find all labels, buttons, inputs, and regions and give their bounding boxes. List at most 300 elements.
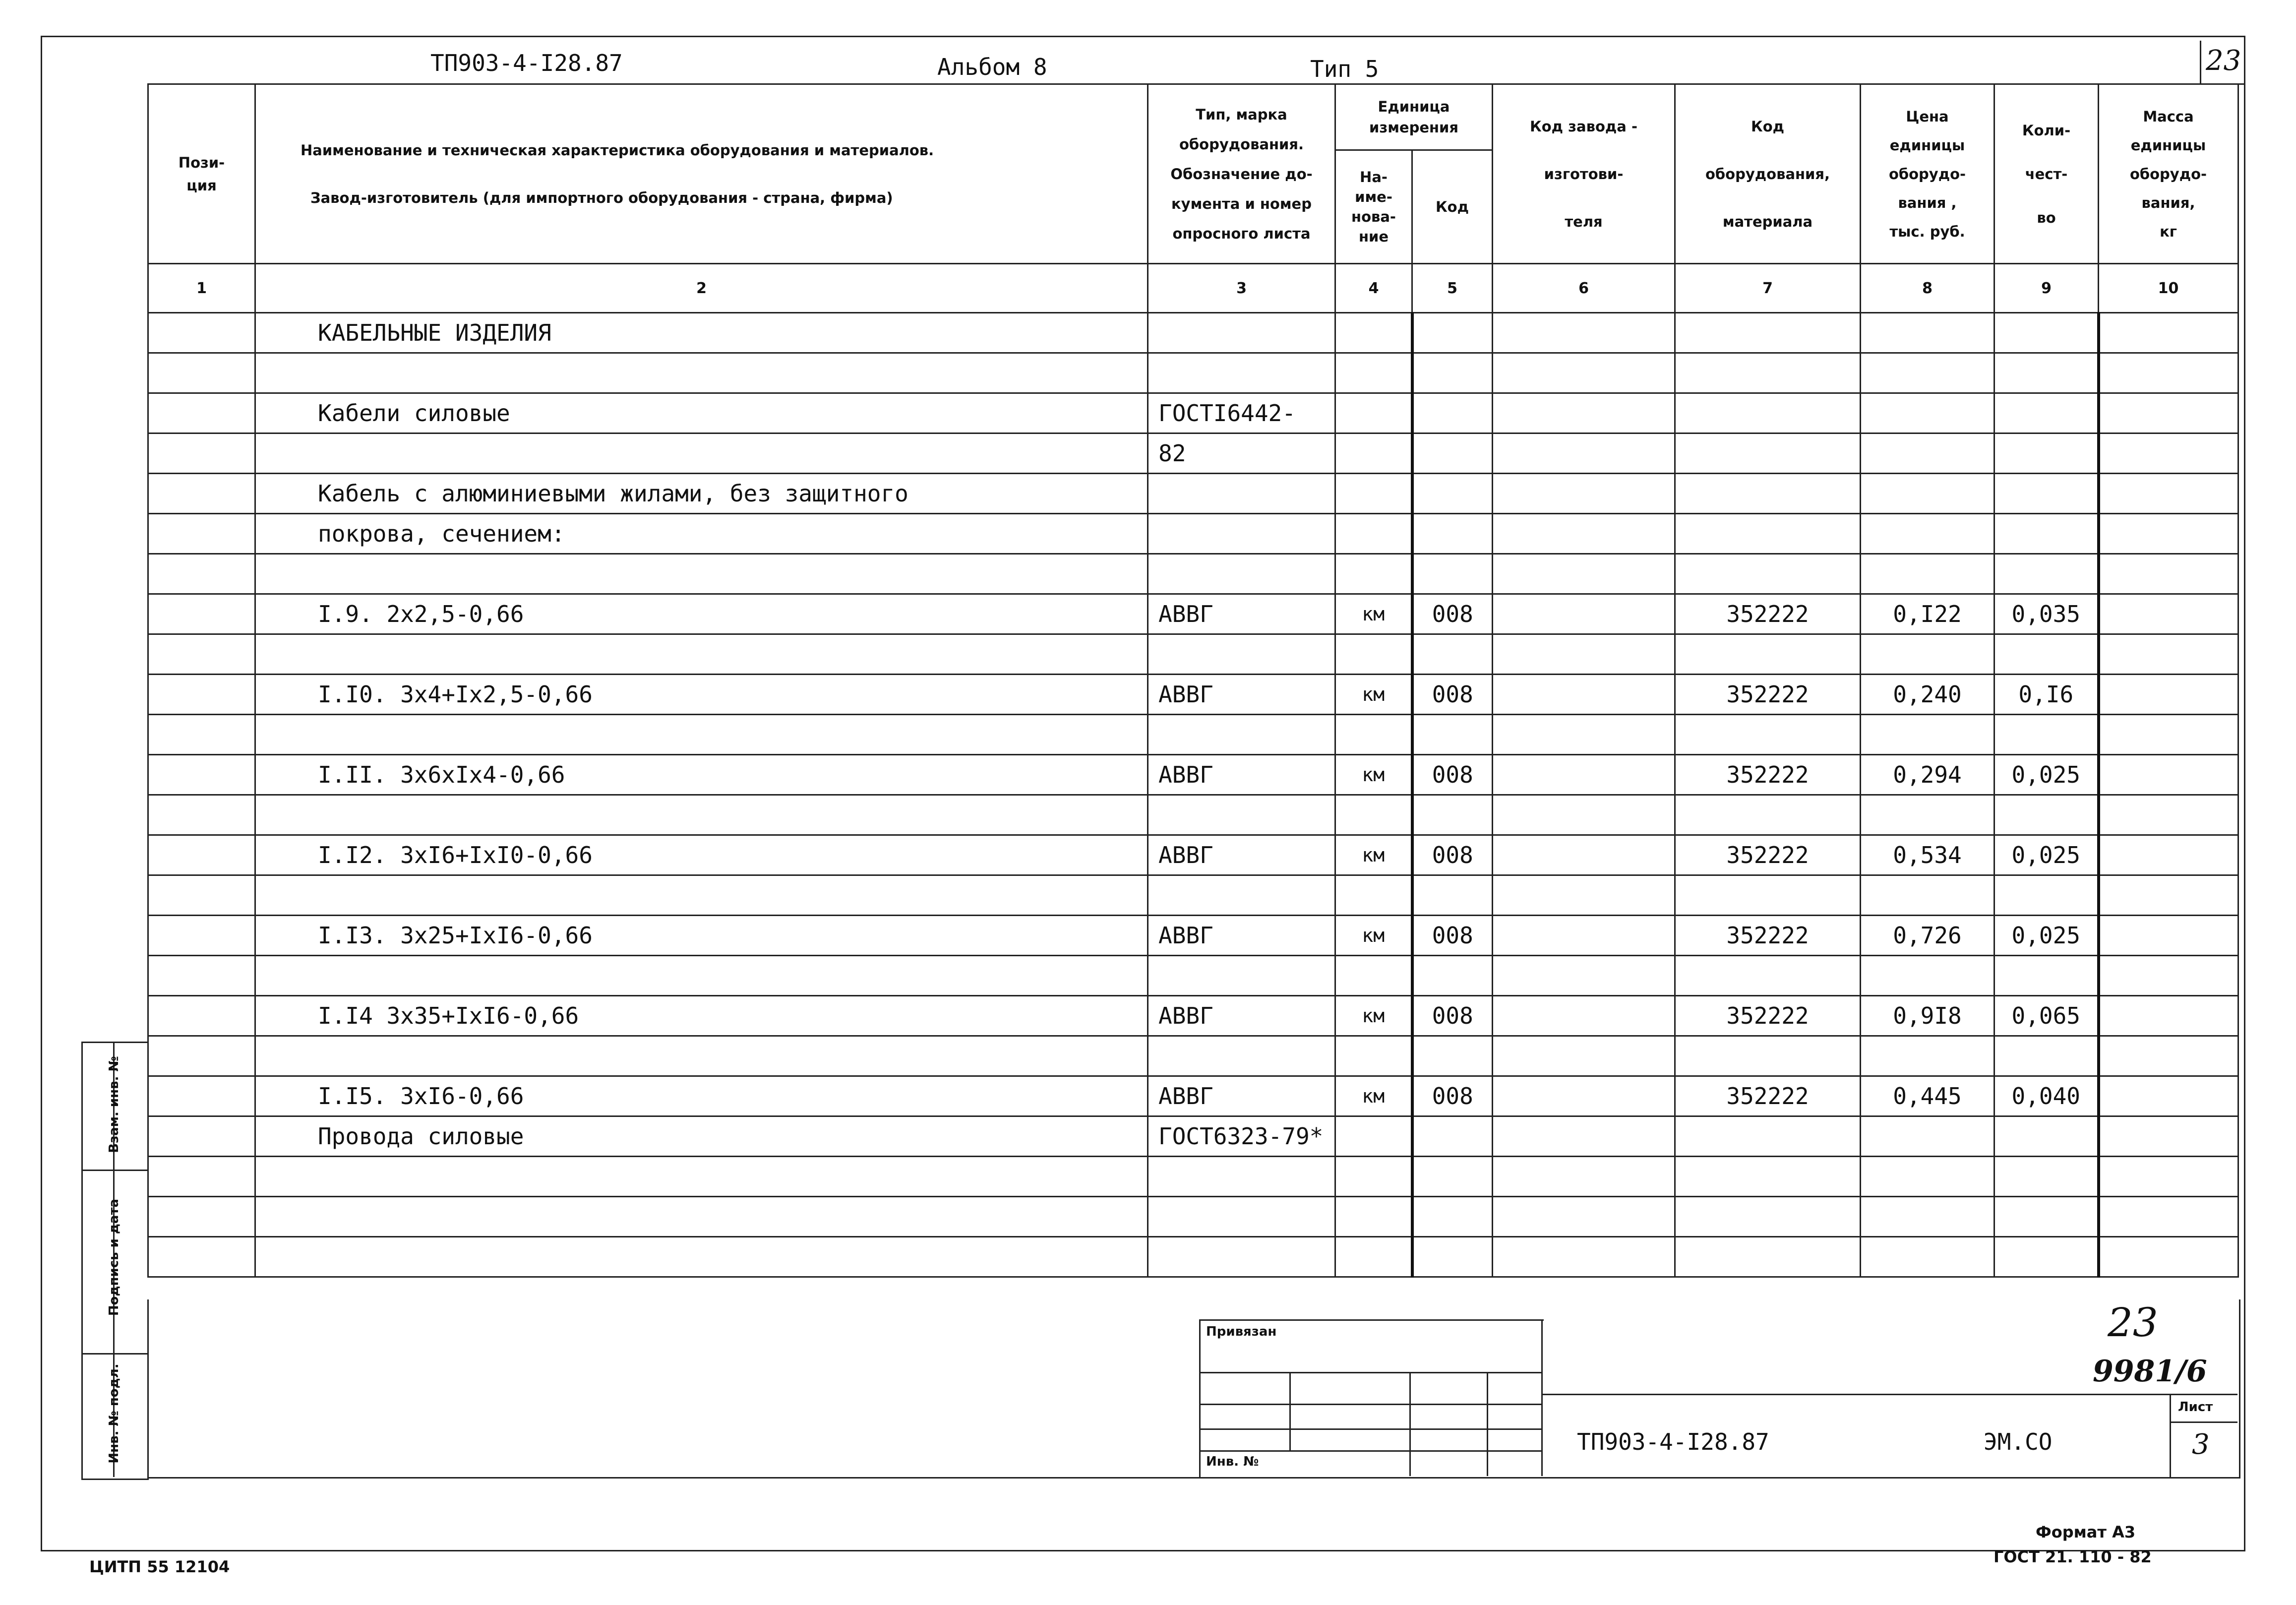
cell-price xyxy=(1861,313,1994,353)
table-row xyxy=(148,675,2238,715)
cell-factory-code xyxy=(1493,755,1675,795)
cell-equipment-code xyxy=(1675,1116,1861,1157)
cell-unit-code: 008 xyxy=(1412,916,1493,956)
cell-unit-code: 008 xyxy=(1412,996,1493,1036)
cell-doc: АВВГ xyxy=(1148,675,1335,715)
cell-quantity: 0,025 xyxy=(1994,916,2099,956)
cell-price xyxy=(1861,634,1994,675)
cell-price xyxy=(1861,875,1994,916)
cell-doc: АВВГ xyxy=(1148,755,1335,795)
cell-name xyxy=(255,715,1148,755)
cell-equipment-code xyxy=(1675,313,1861,353)
cell-name: Кабель с алюминиевыми жилами, без защитного xyxy=(255,474,1148,514)
stamp-grid-v3 xyxy=(1487,1372,1488,1476)
cell-position xyxy=(148,675,255,715)
cell-equipment-code xyxy=(1675,956,1861,996)
cell-price: 0,294 xyxy=(1861,755,1994,795)
col-head-10: Масса единицы оборудо- вания, кг xyxy=(2099,84,2238,264)
cell-name xyxy=(255,1036,1148,1076)
cell-position xyxy=(148,755,255,795)
stamp-list-number: 3 xyxy=(2192,1428,2210,1461)
cell-price xyxy=(1861,1197,1994,1237)
table-row xyxy=(148,795,2238,835)
cell-price xyxy=(1861,715,1994,755)
cell-unit-code xyxy=(1412,875,1493,916)
cell-mass xyxy=(2099,634,2238,675)
cell-factory-code xyxy=(1493,634,1675,675)
cell-equipment-code xyxy=(1675,353,1861,393)
table-row xyxy=(148,474,2238,514)
cell-name: покрова, сечением: xyxy=(255,514,1148,554)
cell-unit-code xyxy=(1412,433,1493,474)
cell-unit xyxy=(1335,875,1412,916)
cell-doc xyxy=(1148,1197,1335,1237)
cell-name: I.I5. 3хI6-0,66 xyxy=(255,1076,1148,1116)
cell-factory-code xyxy=(1493,1116,1675,1157)
cell-position xyxy=(148,433,255,474)
cell-quantity xyxy=(1994,474,2099,514)
cell-price xyxy=(1861,956,1994,996)
cell-name xyxy=(255,433,1148,474)
cell-equipment-code xyxy=(1675,715,1861,755)
cell-factory-code xyxy=(1493,474,1675,514)
cell-unit xyxy=(1335,1036,1412,1076)
cell-position xyxy=(148,795,255,835)
cell-price xyxy=(1861,1116,1994,1157)
table-row xyxy=(148,393,2238,433)
cell-equipment-code: 352222 xyxy=(1675,755,1861,795)
cell-name xyxy=(255,634,1148,675)
cell-unit xyxy=(1335,474,1412,514)
cell-factory-code xyxy=(1493,795,1675,835)
cell-name xyxy=(255,795,1148,835)
table-row xyxy=(148,916,2238,956)
cell-unit xyxy=(1335,1237,1412,1277)
cell-factory-code xyxy=(1493,996,1675,1036)
table-row xyxy=(148,875,2238,916)
cell-quantity: 0,025 xyxy=(1994,755,2099,795)
cell-unit: км xyxy=(1335,675,1412,715)
table-row xyxy=(148,1076,2238,1116)
cell-name: I.I3. 3х25+IхI6-0,66 xyxy=(255,916,1148,956)
cell-factory-code xyxy=(1493,1157,1675,1197)
side-label-inv: Инв. № подл. xyxy=(107,1363,121,1464)
cell-equipment-code xyxy=(1675,514,1861,554)
cell-unit: км xyxy=(1335,996,1412,1036)
table-row xyxy=(148,594,2238,634)
stamp-grid-v1 xyxy=(1289,1372,1291,1450)
col-head-3: Тип, марка оборудования. Обозначение до- кумента и номер опросного листа xyxy=(1148,84,1335,264)
cell-quantity: 0,065 xyxy=(1994,996,2099,1036)
stamp-grid-v4 xyxy=(1541,1319,1543,1476)
cell-position xyxy=(148,1036,255,1076)
cell-unit: км xyxy=(1335,755,1412,795)
cell-mass xyxy=(2099,755,2238,795)
cell-equipment-code: 352222 xyxy=(1675,594,1861,634)
cell-factory-code xyxy=(1493,956,1675,996)
table-row xyxy=(148,433,2238,474)
cell-position xyxy=(148,1197,255,1237)
cell-unit xyxy=(1335,1116,1412,1157)
cell-mass xyxy=(2099,675,2238,715)
cell-unit-code: 008 xyxy=(1412,1076,1493,1116)
cell-unit xyxy=(1335,514,1412,554)
cell-equipment-code xyxy=(1675,875,1861,916)
cell-quantity xyxy=(1994,554,2099,594)
cell-mass xyxy=(2099,554,2238,594)
cell-name: I.9. 2х2,5-0,66 xyxy=(255,594,1148,634)
cell-mass xyxy=(2099,313,2238,353)
cell-unit-code xyxy=(1412,1237,1493,1277)
cell-doc xyxy=(1148,1237,1335,1277)
cell-unit-code xyxy=(1412,795,1493,835)
cell-doc xyxy=(1148,353,1335,393)
cell-factory-code xyxy=(1493,916,1675,956)
cell-name xyxy=(255,1157,1148,1197)
cell-price xyxy=(1861,1036,1994,1076)
cell-mass xyxy=(2099,996,2238,1036)
cell-name xyxy=(255,956,1148,996)
cell-position xyxy=(148,835,255,875)
cell-quantity xyxy=(1994,956,2099,996)
cell-unit-code xyxy=(1412,554,1493,594)
cell-price: 0,445 xyxy=(1861,1076,1994,1116)
cell-unit-code xyxy=(1412,474,1493,514)
table-row xyxy=(148,1116,2238,1157)
cell-factory-code xyxy=(1493,1197,1675,1237)
cell-mass xyxy=(2099,875,2238,916)
stamp-doc-code: ТП903-4-I28.87 xyxy=(1577,1428,1769,1455)
bottom-format: Формат А3 xyxy=(2036,1523,2136,1542)
cell-price xyxy=(1861,1157,1994,1197)
cell-quantity xyxy=(1994,1116,2099,1157)
stamp-grid-h1 xyxy=(1199,1372,1542,1373)
cell-price xyxy=(1861,474,1994,514)
cell-equipment-code: 352222 xyxy=(1675,996,1861,1036)
cell-quantity xyxy=(1994,353,2099,393)
cell-name xyxy=(255,875,1148,916)
cell-mass xyxy=(2099,1197,2238,1237)
cell-equipment-code xyxy=(1675,1237,1861,1277)
table-row xyxy=(148,634,2238,675)
cell-equipment-code xyxy=(1675,433,1861,474)
cell-unit xyxy=(1335,554,1412,594)
stamp-inv-no: Инв. № xyxy=(1206,1454,1259,1469)
col-head-1: Пози- ция xyxy=(148,84,255,264)
cell-unit xyxy=(1335,393,1412,433)
table-row xyxy=(148,1157,2238,1197)
cell-unit xyxy=(1335,433,1412,474)
cell-name: I.I2. 3хI6+IхI0-0,66 xyxy=(255,835,1148,875)
stamp-privyazan: Привязан xyxy=(1206,1324,1277,1339)
cell-price xyxy=(1861,1237,1994,1277)
cell-doc xyxy=(1148,875,1335,916)
cell-price xyxy=(1861,795,1994,835)
cell-unit-code xyxy=(1412,1036,1493,1076)
cell-quantity xyxy=(1994,795,2099,835)
table-row xyxy=(148,715,2238,755)
cell-mass xyxy=(2099,474,2238,514)
col-head-9: Коли- чест- во xyxy=(1994,84,2099,264)
cell-quantity xyxy=(1994,1157,2099,1197)
spec-table xyxy=(147,83,2239,1278)
cell-factory-code xyxy=(1493,393,1675,433)
stamp-handwritten-23: 23 xyxy=(2108,1299,2158,1346)
col-head-unit: Единица измерения xyxy=(1335,84,1493,150)
cell-equipment-code: 352222 xyxy=(1675,675,1861,715)
cell-doc xyxy=(1148,474,1335,514)
cell-equipment-code: 352222 xyxy=(1675,1076,1861,1116)
cell-unit: км xyxy=(1335,1076,1412,1116)
cell-unit-code xyxy=(1412,1116,1493,1157)
cell-equipment-code: 352222 xyxy=(1675,916,1861,956)
cell-unit xyxy=(1335,795,1412,835)
cell-unit: км xyxy=(1335,916,1412,956)
cell-factory-code xyxy=(1493,715,1675,755)
col-head-2: Наименование и техническая характеристика оборудования и материалов. Завод-изготовитель (для импортного оборудования - страна, фирма) xyxy=(255,84,1148,264)
cell-unit xyxy=(1335,1157,1412,1197)
cell-name: Провода силовые xyxy=(255,1116,1148,1157)
cell-quantity xyxy=(1994,313,2099,353)
cell-factory-code xyxy=(1493,353,1675,393)
cell-quantity: 0,035 xyxy=(1994,594,2099,634)
cell-quantity xyxy=(1994,433,2099,474)
cell-position xyxy=(148,1076,255,1116)
cell-mass xyxy=(2099,514,2238,554)
cell-price xyxy=(1861,554,1994,594)
cell-position xyxy=(148,393,255,433)
cell-doc: АВВГ xyxy=(1148,594,1335,634)
cell-doc xyxy=(1148,715,1335,755)
cell-position xyxy=(148,1157,255,1197)
cell-unit-code xyxy=(1412,715,1493,755)
cell-unit-code xyxy=(1412,1197,1493,1237)
cell-name: I.II. 3х6хIх4-0,66 xyxy=(255,755,1148,795)
cell-unit-code xyxy=(1412,313,1493,353)
side-label-vz: Взам. инв. № xyxy=(107,1056,121,1153)
cell-quantity xyxy=(1994,715,2099,755)
cell-unit xyxy=(1335,1197,1412,1237)
table-row xyxy=(148,313,2238,353)
cell-quantity xyxy=(1994,875,2099,916)
col-head-7: Код оборудования, материала xyxy=(1675,84,1861,264)
cell-mass xyxy=(2099,835,2238,875)
cell-quantity xyxy=(1994,1036,2099,1076)
cell-doc: АВВГ xyxy=(1148,916,1335,956)
cell-doc xyxy=(1148,795,1335,835)
cell-quantity xyxy=(1994,1197,2099,1237)
cell-factory-code xyxy=(1493,313,1675,353)
cell-doc: 82 xyxy=(1148,433,1335,474)
cell-position xyxy=(148,715,255,755)
col-head-5: Код xyxy=(1412,150,1493,264)
cell-name: Кабели силовые xyxy=(255,393,1148,433)
cell-unit-code: 008 xyxy=(1412,675,1493,715)
cell-name: I.I4 3х35+IхI6-0,66 xyxy=(255,996,1148,1036)
cell-unit-code xyxy=(1412,393,1493,433)
cell-position xyxy=(148,353,255,393)
col-head-6: Код завода - изготови- теля xyxy=(1493,84,1675,264)
cell-unit xyxy=(1335,634,1412,675)
table-row xyxy=(148,996,2238,1036)
cell-doc xyxy=(1148,634,1335,675)
cell-factory-code xyxy=(1493,594,1675,634)
side-line-1 xyxy=(81,1170,147,1171)
cell-name: I.I0. 3х4+Iх2,5-0,66 xyxy=(255,675,1148,715)
cell-factory-code xyxy=(1493,835,1675,875)
cell-unit-code xyxy=(1412,353,1493,393)
cell-mass xyxy=(2099,956,2238,996)
cell-unit-code: 008 xyxy=(1412,835,1493,875)
cell-quantity xyxy=(1994,393,2099,433)
cell-mass xyxy=(2099,795,2238,835)
cell-equipment-code xyxy=(1675,1197,1861,1237)
cell-price: 0,I22 xyxy=(1861,594,1994,634)
cell-position xyxy=(148,313,255,353)
stamp-sheet-code: ЭМ.СО xyxy=(1984,1428,2053,1455)
cell-unit-code: 008 xyxy=(1412,594,1493,634)
cell-mass xyxy=(2099,1076,2238,1116)
cell-unit: км xyxy=(1335,594,1412,634)
side-label-pd: Подпись и дата xyxy=(107,1198,121,1316)
cell-position xyxy=(148,996,255,1036)
cell-factory-code xyxy=(1493,514,1675,554)
cell-price: 0,726 xyxy=(1861,916,1994,956)
cell-equipment-code xyxy=(1675,634,1861,675)
cell-name xyxy=(255,554,1148,594)
cell-position xyxy=(148,956,255,996)
cell-name: КАБЕЛЬНЫЕ ИЗДЕЛИЯ xyxy=(255,313,1148,353)
cell-price xyxy=(1861,514,1994,554)
cell-position xyxy=(148,594,255,634)
cell-equipment-code xyxy=(1675,1157,1861,1197)
cell-position xyxy=(148,514,255,554)
cell-price xyxy=(1861,433,1994,474)
cell-doc xyxy=(1148,1036,1335,1076)
cell-equipment-code xyxy=(1675,1036,1861,1076)
cell-name xyxy=(255,1197,1148,1237)
cell-quantity xyxy=(1994,1237,2099,1277)
cell-position xyxy=(148,875,255,916)
cell-equipment-code xyxy=(1675,393,1861,433)
table-row xyxy=(148,1197,2238,1237)
cell-equipment-code: 352222 xyxy=(1675,835,1861,875)
cell-position xyxy=(148,916,255,956)
cell-quantity xyxy=(1994,514,2099,554)
cell-unit-code xyxy=(1412,634,1493,675)
table-row xyxy=(148,1036,2238,1076)
cell-doc: АВВГ xyxy=(1148,835,1335,875)
cell-name xyxy=(255,1237,1148,1277)
cell-quantity: 0,025 xyxy=(1994,835,2099,875)
cell-doc xyxy=(1148,956,1335,996)
cell-price xyxy=(1861,393,1994,433)
table-row xyxy=(148,514,2238,554)
top-doc-code: ТП903-4-I28.87 xyxy=(430,50,623,76)
cell-price: 0,534 xyxy=(1861,835,1994,875)
table-row xyxy=(148,835,2238,875)
cell-unit-code xyxy=(1412,956,1493,996)
cell-doc: АВВГ xyxy=(1148,1076,1335,1116)
cell-position xyxy=(148,474,255,514)
page-number: 23 xyxy=(2206,45,2241,77)
cell-doc xyxy=(1148,313,1335,353)
cell-position xyxy=(148,1116,255,1157)
cell-unit-code xyxy=(1412,1157,1493,1197)
cell-doc: ГОСТI6442- xyxy=(1148,393,1335,433)
col-head-4: На- име- нова- ние xyxy=(1335,150,1412,264)
cell-equipment-code xyxy=(1675,795,1861,835)
cell-factory-code xyxy=(1493,1076,1675,1116)
cell-quantity xyxy=(1994,634,2099,675)
cell-price: 0,9I8 xyxy=(1861,996,1994,1036)
stamp-grid-h2 xyxy=(1199,1404,1542,1405)
cell-unit xyxy=(1335,313,1412,353)
cell-factory-code xyxy=(1493,675,1675,715)
cell-factory-code xyxy=(1493,1036,1675,1076)
table-row xyxy=(148,554,2238,594)
cell-price: 0,240 xyxy=(1861,675,1994,715)
cell-unit xyxy=(1335,715,1412,755)
cell-mass xyxy=(2099,916,2238,956)
cell-unit xyxy=(1335,956,1412,996)
cell-unit-code: 008 xyxy=(1412,755,1493,795)
cell-unit-code xyxy=(1412,514,1493,554)
stamp-grid-h3 xyxy=(1199,1428,1542,1430)
top-album: Альбом 8 xyxy=(937,54,1047,80)
stamp-grid-h4 xyxy=(1199,1450,1542,1452)
cell-doc: ГОСТ6323-79* xyxy=(1148,1116,1335,1157)
cell-mass xyxy=(2099,353,2238,393)
cell-quantity: 0,I6 xyxy=(1994,675,2099,715)
col-head-8: Цена единицы оборудо- вания , тыс. руб. xyxy=(1861,84,1994,264)
cell-name xyxy=(255,353,1148,393)
cell-mass xyxy=(2099,1036,2238,1076)
cell-mass xyxy=(2099,715,2238,755)
column-numbers-row: 1 2 3 4 5 6 7 8 9 10 xyxy=(148,264,2238,313)
cell-mass xyxy=(2099,393,2238,433)
cell-unit xyxy=(1335,353,1412,393)
cell-unit: км xyxy=(1335,835,1412,875)
table-row xyxy=(148,1237,2238,1277)
cell-position xyxy=(148,554,255,594)
cell-doc xyxy=(1148,554,1335,594)
stamp-frame xyxy=(147,1299,2240,1479)
table-row xyxy=(148,353,2238,393)
table-row xyxy=(148,956,2238,996)
cell-doc xyxy=(1148,1157,1335,1197)
cell-position xyxy=(148,1237,255,1277)
cell-quantity: 0,040 xyxy=(1994,1076,2099,1116)
stamp-handwritten-9981: 9981/6 xyxy=(2093,1354,2207,1389)
cell-mass xyxy=(2099,1157,2238,1197)
cell-doc: АВВГ xyxy=(1148,996,1335,1036)
cell-factory-code xyxy=(1493,1237,1675,1277)
bottom-gost: ГОСТ 21. 110 - 82 xyxy=(1994,1547,2152,1566)
cell-factory-code xyxy=(1493,875,1675,916)
cell-mass xyxy=(2099,594,2238,634)
cell-factory-code xyxy=(1493,433,1675,474)
table-row xyxy=(148,755,2238,795)
cell-equipment-code xyxy=(1675,474,1861,514)
stamp-list-label: Лист xyxy=(2178,1400,2213,1415)
cell-factory-code xyxy=(1493,554,1675,594)
cell-mass xyxy=(2099,1237,2238,1277)
cell-position xyxy=(148,634,255,675)
stamp-list-line xyxy=(2170,1421,2237,1423)
stamp-title-line xyxy=(1542,1394,2237,1395)
cell-mass xyxy=(2099,1116,2238,1157)
